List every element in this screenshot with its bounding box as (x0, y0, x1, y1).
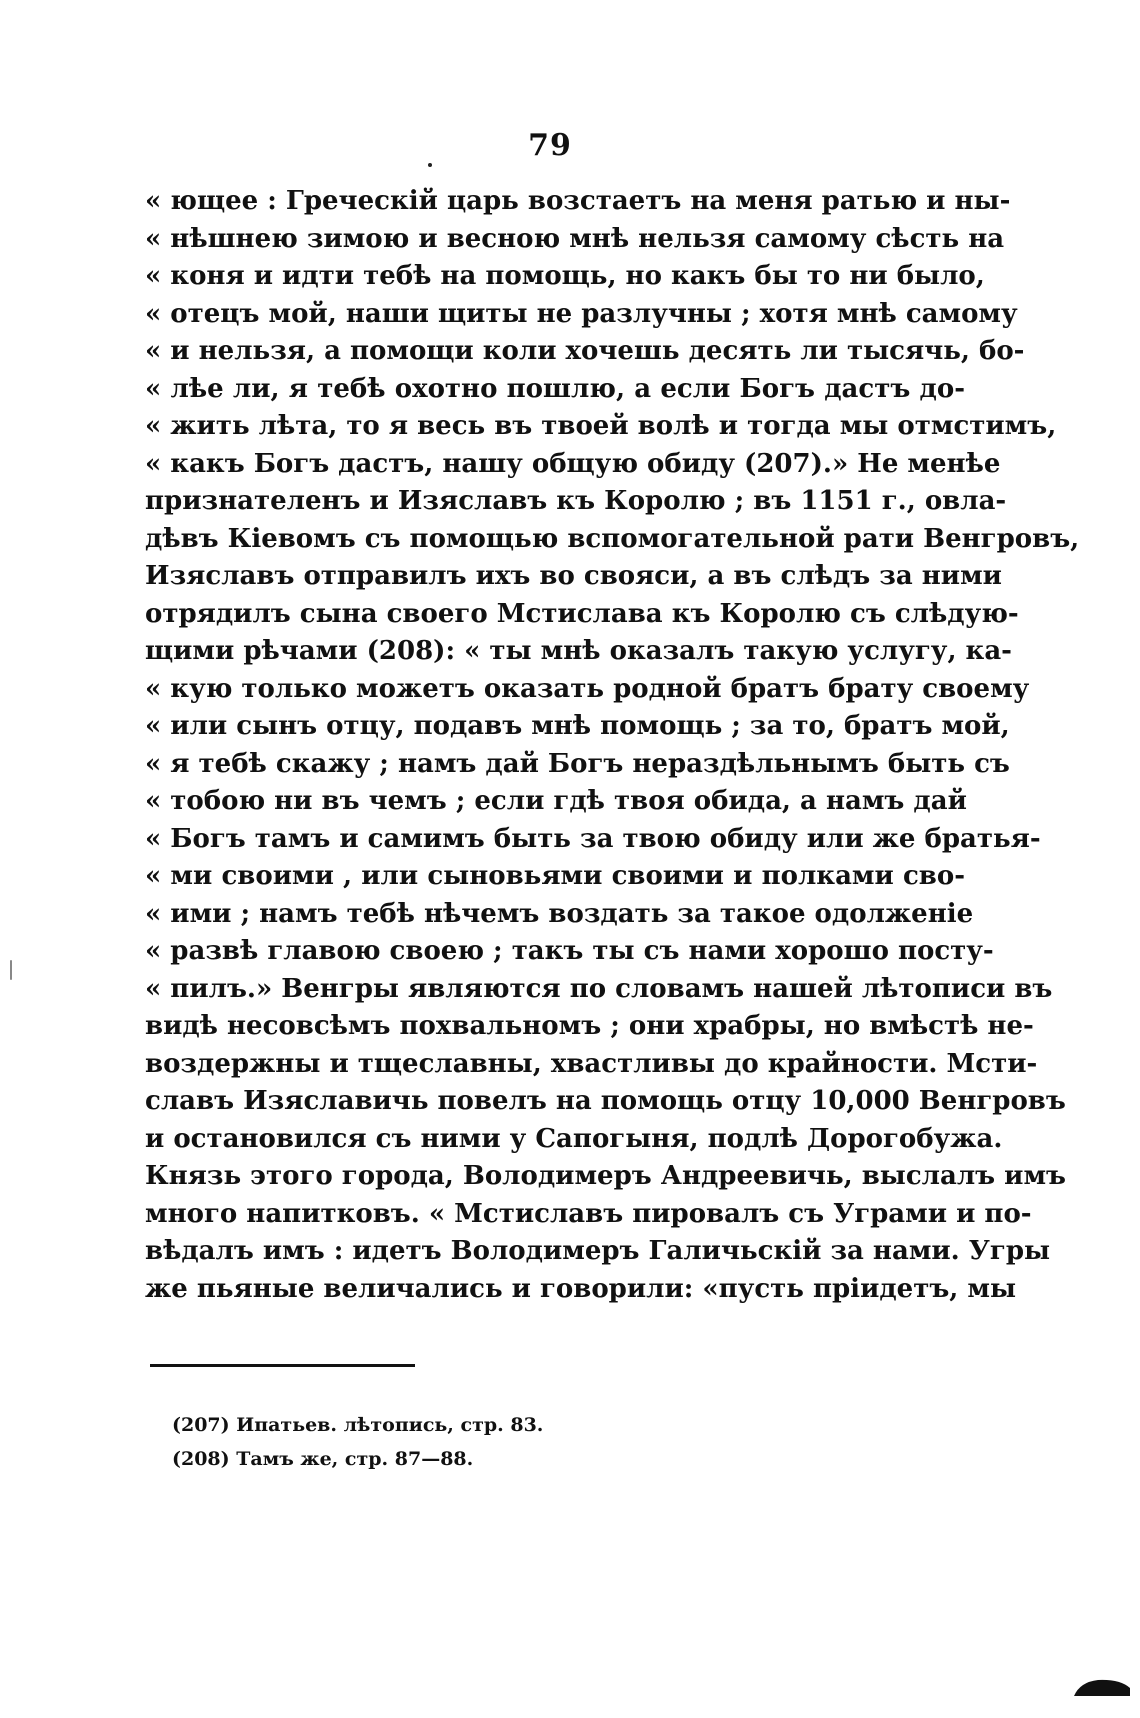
text-line: Изяславъ отправилъ ихъ во свояси, а въ слѣдъ за ними (145, 561, 1002, 591)
ink-speck (10, 960, 12, 980)
text-line: Князь этого города, Володимеръ Андреевичь, выслалъ имъ (145, 1161, 1066, 1191)
text-line: « Богъ тамъ и самимъ быть за твою обиду или же братья- (145, 823, 1041, 854)
text-line: « ми своими , или сыновьями своими и полками сво- (145, 861, 965, 891)
text-line: же пьяные величались и говорили: «пусть пріидетъ, мы (145, 1273, 1017, 1304)
body-text (145, 183, 1080, 1308)
footnotes (172, 1408, 772, 1476)
text-line: « и нельзя, а помощи коли хочешь десять ли тысячь, бо- (145, 336, 1025, 366)
text-line: отрядилъ сына своего Мстислава къ Королю съ слѣдую- (145, 598, 1019, 629)
text-line: « лѣе ли, я тебѣ охотно пошлю, а если Богъ дастъ до- (145, 373, 965, 404)
text-line: « нѣшнею зимою и весною мнѣ нельзя самому сѣсть на (145, 223, 1005, 254)
text-line: « развѣ главою своею ; такъ ты съ нами хорошо посту- (145, 936, 994, 966)
text-line: « ющее : Греческій царь возстаетъ на меня ратью и ны- (145, 186, 1011, 216)
page-number: 79 (528, 128, 572, 163)
text-line: « я тебѣ скажу ; намъ дай Богъ нераздѣльнымъ быть съ (145, 748, 1010, 779)
text-line: славъ Изяславичь повелъ на помощь отцу 10,000 Венгровъ (145, 1086, 1066, 1116)
footnote-208: (208) Тамъ же, стр. 87—88. (172, 1448, 474, 1470)
text-line: « жить лѣта, то я весь въ твоей волѣ и тогда мы отмстимъ, (145, 411, 1057, 441)
text-line: дѣвъ Кіевомъ съ помощью вспомогательной рати Венгровъ, (145, 523, 1080, 554)
text-line: признателенъ и Изяславъ къ Королю ; въ 1151 г., овла- (145, 486, 1007, 516)
text-line: воздержны и тщеславны, хвастливы до крайности. Мсти- (145, 1048, 1038, 1079)
text-line: « какъ Богъ дастъ, нашу общую обиду (207).» Не менѣе (145, 448, 1001, 479)
text-line: видѣ несовсѣмъ похвальномъ ; они храбры, но вмѣстѣ не- (145, 1011, 1034, 1041)
text-line: и остановился съ ними у Сапогыня, подлѣ Дорогобужа. (145, 1123, 1003, 1154)
text-line: « или сынъ отцу, подавъ мнѣ помощь ; за то, братъ мой, (145, 711, 1010, 741)
text-line: « ими ; намъ тебѣ нѣчемъ воздать за такое одолженіе (145, 898, 974, 929)
footnote-divider (150, 1364, 415, 1367)
ink-speck (428, 163, 432, 167)
footnote-207: (207) Ипатьев. лѣтопись, стр. 83. (172, 1414, 544, 1436)
text-line: « тобою ни въ чемъ ; если гдѣ твоя обида, а намъ дай (145, 786, 967, 816)
text-line: « отецъ мой, наши щиты не разлучны ; хотя мнѣ самому (145, 298, 1018, 329)
text-line: щими рѣчами (208): « ты мнѣ оказалъ такую услугу, ка- (145, 636, 1012, 666)
text-line: вѣдалъ имъ : идетъ Володимеръ Галичьскій за нами. Угры (145, 1236, 1051, 1266)
text-line: много напитковъ. « Мстиславъ пировалъ съ Уграми и по- (145, 1198, 1032, 1229)
text-line: « кую только можетъ оказать родной братъ брату своему (145, 673, 1030, 704)
text-line: « коня и идти тебѣ на помощь, но какъ бы то ни было, (145, 261, 985, 291)
text-line: « пилъ.» Венгры являются по словамъ нашей лѣтописи въ (145, 973, 1053, 1004)
scan-corner-mark-icon (1072, 1676, 1132, 1698)
